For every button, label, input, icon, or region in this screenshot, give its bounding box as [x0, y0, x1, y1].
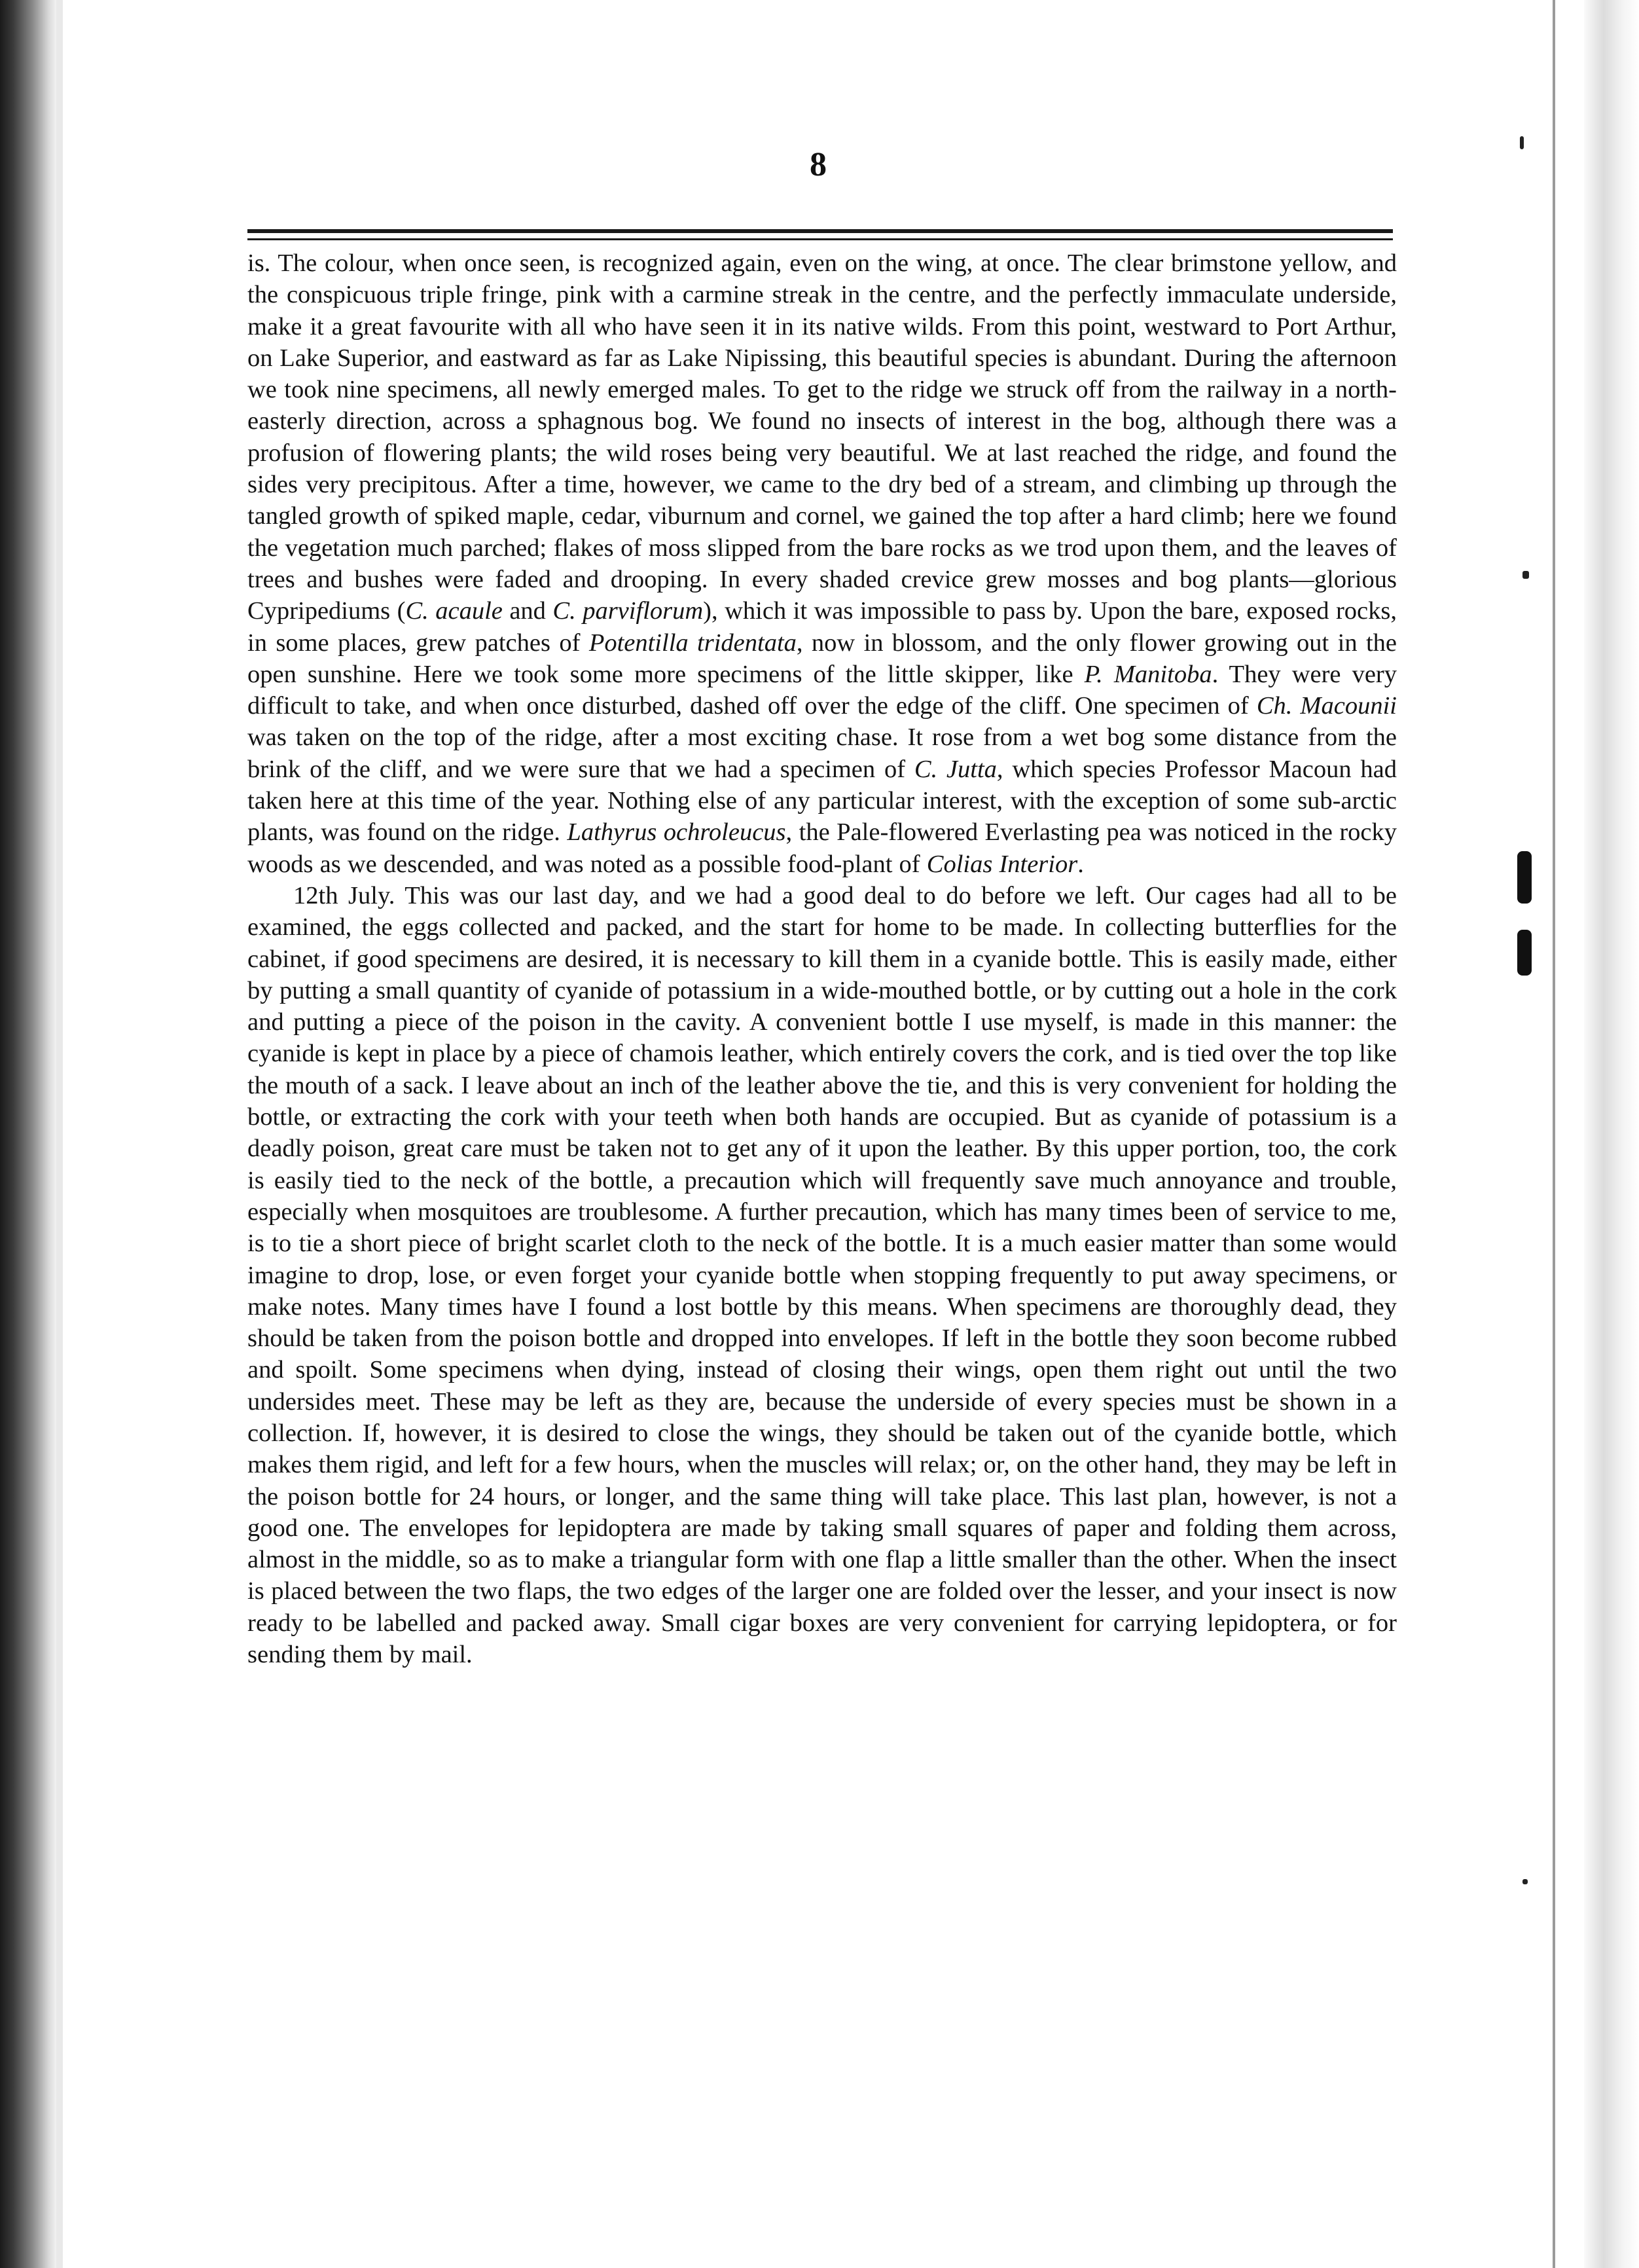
- header-rule-thick: [247, 229, 1393, 233]
- text-run: is. The colour, when once seen, is recognized again, even on the wing, at once. The clear brimstone yellow, and the conspicuous triple fringe, pink with a carmine streak in the centre, and the perfectly immaculate underside, make it a great favourite with all who have seen it in its native wilds. From this point, westward to Port Arthur, on Lake Superior, and eastward as far as Lake Nipissing, this beautiful species is abundant. During the afternoon we took nine specimens, all newly emerged males. To get to the ridge we struck off from the railway in a north-easterly direction, across a sphagnous bog. We found no insects of interest in the bog, although there was a profusion of flowering plants; the wild roses being very beautiful. We at last reached the ridge, and found the sides very precipitous. After a time, however, we came to the dry bed of a stream, and climbing up through the tangled growth of spiked maple, cedar, viburnum and cornel, we gained the top after a hard climb; here we found the vegetation much parched; flakes of moss slipped from the bare rocks as we trod upon them, and the leaves of trees and bushes were faded and drooping. In every shaded crevice grew mosses and bog plants—glorious Cypripediums (: [247, 249, 1397, 625]
- binding-dot: [1520, 136, 1524, 149]
- italic-term: C. parviflorum: [552, 597, 704, 625]
- paragraph: [247, 247, 1397, 880]
- text-run: .: [1077, 850, 1084, 878]
- left-page-margin: [56, 0, 63, 2268]
- binding-mark: [1517, 930, 1532, 976]
- text-run: , which species Professor Macoun had taken here at this time of the year. Nothing else of any particular interest, with the exception of some sub-arctic plants, was found on the ridge.: [247, 755, 1397, 847]
- binding-line: [1553, 0, 1555, 2268]
- italic-term: C. Jutta: [914, 755, 997, 783]
- italic-term: Colias Interior: [926, 850, 1078, 878]
- text-run: and: [502, 597, 553, 625]
- text-run: , now in blossom, and the only flower growing out in the open sunshine. Here we took some more specimens of the little skipper, like: [247, 629, 1397, 688]
- text-run: , the Pale-flowered Everlasting pea was noticed in the rocky woods as we descended, and was noted as a possible food-plant of: [247, 818, 1397, 878]
- italic-term: C. acaule: [405, 597, 503, 625]
- binding-dot: [1522, 571, 1529, 579]
- italic-term: Potentilla tridentata: [588, 629, 797, 657]
- body-text: [247, 247, 1397, 1670]
- page-number: 8: [810, 146, 827, 183]
- italic-term: Lathyrus ochroleucus: [567, 818, 786, 847]
- italic-term: Ch. Macounii: [1256, 692, 1397, 720]
- header-rule-thin: [247, 238, 1393, 240]
- left-page-shadow: [0, 0, 56, 2268]
- italic-term: P. Manitoba: [1084, 660, 1212, 688]
- right-page-edge: [1584, 0, 1639, 2268]
- binding-mark: [1517, 851, 1532, 904]
- text-run: was taken on the top of the ridge, after a most exciting chase. It rose from a wet bog some distance from the brink of the cliff, and we were sure that we had a specimen of: [247, 723, 1397, 783]
- text-run: . They were very difficult to take, and when once disturbed, dashed off over the edge of the cliff. One specimen of: [247, 660, 1397, 720]
- paragraph: [247, 880, 1397, 1670]
- text-run: ), which it was impossible to pass by. Upon the bare, exposed rocks, in some places, grew patches of: [247, 597, 1397, 657]
- binding-dot: [1522, 1879, 1528, 1884]
- text-run: 12th July. This was our last day, and we had a good deal to do before we left. Our cages had all to be examined, the eggs collected and packed, and the start for home to be made. In collecting butterflies for the cabinet, if good specimens are desired, it is necessary to kill them in a cyanide bottle. This is easily made, either by putting a small quantity of cyanide of potassium in a wide-mouthed bottle, or by cutting out a hole in the cork and putting a piece of the poison in the cavity. A convenient bottle I use myself, is made in this manner: the cyanide is kept in place by a piece of chamois leather, which entirely covers the cork, and is tied over the top like the mouth of a sack. I leave about an inch of the leather above the tie, and this is very convenient for holding the bottle, or extracting the cork with your teeth when both hands are occupied. But as cyanide of potassium is a deadly poison, great care must be taken not to get any of it upon the leather. By this upper portion, too, the cork is easily tied to the neck of the bottle, a precaution which will frequently save much annoyance and trouble, especially when mosquitoes are troublesome. A further precaution, which has many times been of service to me, is to tie a short piece of bright scarlet cloth to the neck of the bottle. It is a much easier matter than some would imagine to drop, lose, or even forget your cyanide bottle when stopping frequently to put away specimens, or make notes. Many times have I found a lost bottle by this means. When specimens are thoroughly dead, they should be taken from the poison bottle and dropped into envelopes. If left in the bottle they soon become rubbed and spoilt. Some specimens when dying, instead of closing their wings, open them right out until the two undersides meet. These may be left as they are, because the underside of every species must be shown in a collection. If, however, it is desired to close the wings, they should be taken out of the cyanide bottle, which makes them rigid, and left for a few hours, when the muscles will relax; or, on the other hand, they may be left in the poison bottle for 24 hours, or longer, and the same thing will take place. This last plan, however, is not a good one. The envelopes for lepidoptera are made by taking small squares of paper and folding them across, almost in the middle, so as to make a triangular form with one flap a little smaller than the other. When the insect is placed between the two flaps, the two edges of the larger one are folded over the lesser, and your insect is now ready to be labelled and packed away. Small cigar boxes are very convenient for carrying lepidoptera, or for sending them by mail.: [247, 881, 1397, 1669]
